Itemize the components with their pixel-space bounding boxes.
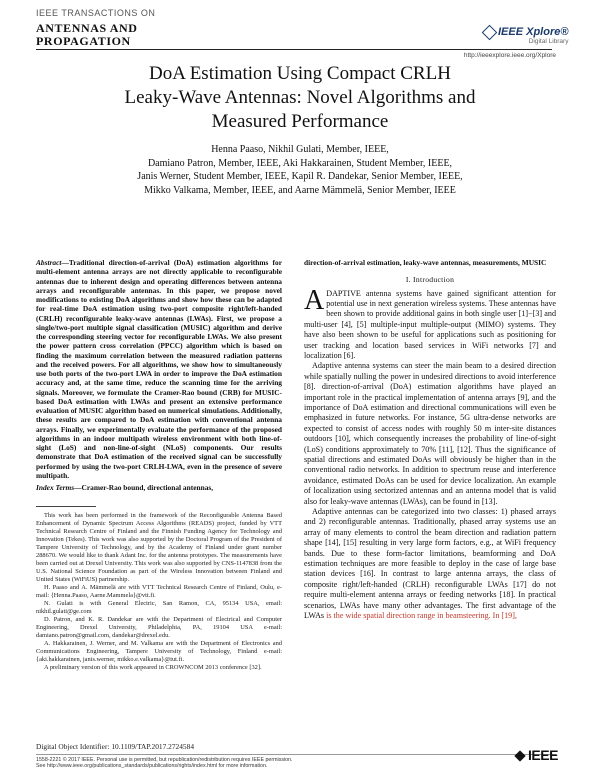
footnote-funding: This work has been performed in the framework of the Reconfigurable Antenna Based Enhancement of Dynamic Spectrum Access Algorithms (READS) project, funded by VTT Technical Research Centre of Finland and the Finnish Funding Agency for Technology and Innovation (Tekes). This work was also supported by the Doctoral Program of the President of Tampere University of Technology, and by the Academy of Finland under grant number 288670. We would like to thank Adant Inc. for the antenna prototypes. The measurements have been carried out at Drexel University. This work was also supported by CNS-1147838 from the U.S. National Science Foundation as part of the Wireless Innovation between Finland and United States (WiFiUS) partnership. [36,512,282,584]
left-column [36,258,282,672]
abstract-text: —Traditional direction-of-arrival (DoA) estimation algorithms for multi-element antenna arrays are not directly applicable to reconfigurable antennas due to inherent design and operating differences between antenna arrays and reconfigurable antennas. In this paper, we propose novel modifications to existing DoA algorithms and show how these can be adapted for real-time DoA estimation using two-port composite right/left-handed (CRLH) reconfigurable leaky-wave antennas (LWAs). First, we propose a single/two-port multiple signal classification (MUSIC) algorithm and derive the corresponding steering vector for reconfigurable LWAs. We also present the power pattern cross correlation (PPCC) algorithm which is based on finding the maximum correlation between the measured radiation patterns and the received powers. For all algorithms, we show how to simultaneously use both ports of the two-port LWA in order to improve the DoA estimation accuracy and, at the same time, reduce the scanning time for the arriving signals. Moreover, we formulate the Cramer-Rao bound (CRB) for MUSIC-based DoA estimation with LWAs and present an extensive performance evaluation of MUSIC algorithm based on numerical simulations. Additionally, these results are compared to DoA estimation with conventional antenna arrays. Finally, we experimentally evaluate the performance of the proposed algorithms in an indoor multipath wireless environment with both line-of-sight (LoS) and non-line-of-sight (NLoS) components. Our results demonstrate that DoA estimation of the received signal can be successfully performed by using the two-port CRLH-LWA, even in the presence of severe multipath. [36,258,282,480]
intro-paragraph-1 [304,284,556,362]
intro-p3-text: Adaptive antennas can be categorized into two classes: 1) phased arrays and 2) reconfigurable antennas. Traditionally, phased array systems use an array of many elements to control the beam direction and radiation pattern shape [14], [15] resulting in very large form factors, e.g., at WiFi frequency bands. Due to these form-factor limitations, beamforming and DoA estimation techniques are more feasible to deploy in the case of large base station devices [16]. In contrast to large antenna arrays, the class of composite right/left-handed (CRLH) reconfigurable LWAs [17] do not require multi-element antenna arrays or feeding networks [18]. In practical scenarios, LWAs have many other advantages. The first advantage of the LWAs [304,507,556,621]
footnote-affiliation-tut: A. Hakkarainen, J. Werner, and M. Valkama are with the Department of Electronics and Communications Engineering, Tampere University of Technology, Finland e-mail: {aki.hakkarainen, janis.werner, mikko.e.valkama}@tut.fi. [36,640,282,664]
intro-p3-highlight: is the wide spatial direction range in beamsteering. In [19], [326,611,517,621]
footnote-affiliation-vtt: H. Paaso and A. Mämmelä are with VTT Technical Research Centre of Finland, Oulu, e-mail: {Henna.Paaso, Aarne.Mammela}@vtt.fi. [36,584,282,600]
abstract [36,258,282,480]
doi-line: Digital Object Identifier: 10.1109/TAP.2017.2724584 [36,742,195,751]
copyright-notice [36,757,476,770]
intro-paragraph-3 [304,507,556,621]
author-line-3: Janis Werner, Student Member, IEEE, Kapil R. Dandekar, Senior Member, IEEE, [137,171,463,183]
index-terms-continued: direction-of-arrival estimation, leaky-wave antennas, measurements, MUSIC [304,258,547,267]
journal-name-line2: PROPAGATION [36,34,131,48]
footnote-rule [36,506,96,507]
footnote-preliminary: A preliminary version of this work appeared in CROWNCOM 2013 conference [32]. [44,664,262,672]
title-line-2: Leaky-Wave Antennas: Novel Algorithms and [124,87,476,108]
index-terms-text: —Cramer-Rao bound, directional antennas, [74,483,214,492]
author-line-1: Henna Paaso, Nikhil Gulati, Member, IEEE, [211,144,389,155]
footnote-affiliation-drexel: D. Patron, and K. R. Dandekar are with the Department of Electrical and Computer Engineering, Drexel University, Philadelphia, PA, 19104 USA e-mail: damiano.patron@gmail.com, dandekar@drexel.edu. [36,616,282,640]
ieee-logo-text: IEEE [528,747,558,763]
index-terms-label: Index Terms [36,483,75,492]
copyright-line-2: See http://www.ieee.org/publications_standards/publications/rights/index.html for more information. [36,763,268,770]
title-line-1: DoA Estimation Using Compact CRLH [149,63,451,84]
xplore-url-link[interactable]: http://ieeexplore.ieee.org/Xplore [463,52,556,59]
journal-name-line1: ANTENNAS AND [36,21,138,35]
right-column [304,258,556,622]
title-line-3: Measured Performance [211,111,389,132]
footnote-affiliation-ge: N. Gulati is with General Electric, San Ramon, CA, 95134 USA, email: nikhil.gulati@ge.com [36,600,282,616]
section-heading-introduction: I. Introduction [405,275,455,285]
drop-cap: A [304,284,325,316]
footnotes [36,512,282,672]
introduction-body [304,284,556,622]
xplore-diamond-icon [482,24,498,40]
index-terms [36,483,282,492]
xplore-logo[interactable] [484,26,568,45]
author-line-2: Damiano Patron, Member, IEEE, Aki Hakkarainen, Student Member, IEEE, [147,157,453,169]
header-rule [36,49,552,50]
abstract-label: Abstract [36,258,62,267]
ieee-diamond-icon [514,751,525,762]
copyright-line-1: 1558-2221 © 2017 IEEE. Personal use is permitted, but republication/redistribution requires IEEE permission. [36,757,293,763]
author-line-4: Mikko Valkama, Member, IEEE, and Aarne Mämmelä, Senior Member, IEEE [144,184,456,196]
journal-name [36,22,176,48]
journal-series-label: IEEE TRANSACTIONS ON [36,8,156,18]
footer-rule [36,754,556,755]
xplore-subtitle: Digital Library [528,38,569,45]
paper-title [40,62,560,134]
author-list [60,143,540,197]
xplore-brand: IEEE Xplore® [498,26,569,38]
intro-paragraph-2: Adaptive antenna systems can steer the main beam to a desired direction while spatially nulling the power in undesired directions to avoid interference [8]. direction-of-arrival (DoA) estimation algorithms have played an important role in the practical implementation of antenna arrays [9], and the importance of DoA estimation and directional communications will even be emphasized in future networks. For instance, 5G ultra-dense networks are expected to consist of access nodes with roughly 50 m inter-site distances outdoors [10], which consequently increases the probability of line-of-sight (LoS) conditions approximately to 70% [11], [12]. Thus the significance of spatial directions and estimated DoAs will obviously be higher than in the conventional radio networks. In addition to spectrum reuse and interference avoidance, estimated DoAs can be used for device localization. An example of localization using sectorized antennas and an antenna model that is valid also for leaky-wave antennas (LWAs), can be found in [13]. [304,361,556,506]
ieee-logo [516,747,558,763]
intro-p1-text: DAPTIVE antenna systems have gained significant attention for potential use in next generation wireless systems. These antennas have been shown to provide additional gains in both single user [1]−[3] and multi-user [4], [5] multiple-input multiple-output (MIMO) systems. They have also been shown to be useful for applications such as positioning for user tracking and location based services in WiFi networks [7] and localization [6]. [304,288,556,360]
